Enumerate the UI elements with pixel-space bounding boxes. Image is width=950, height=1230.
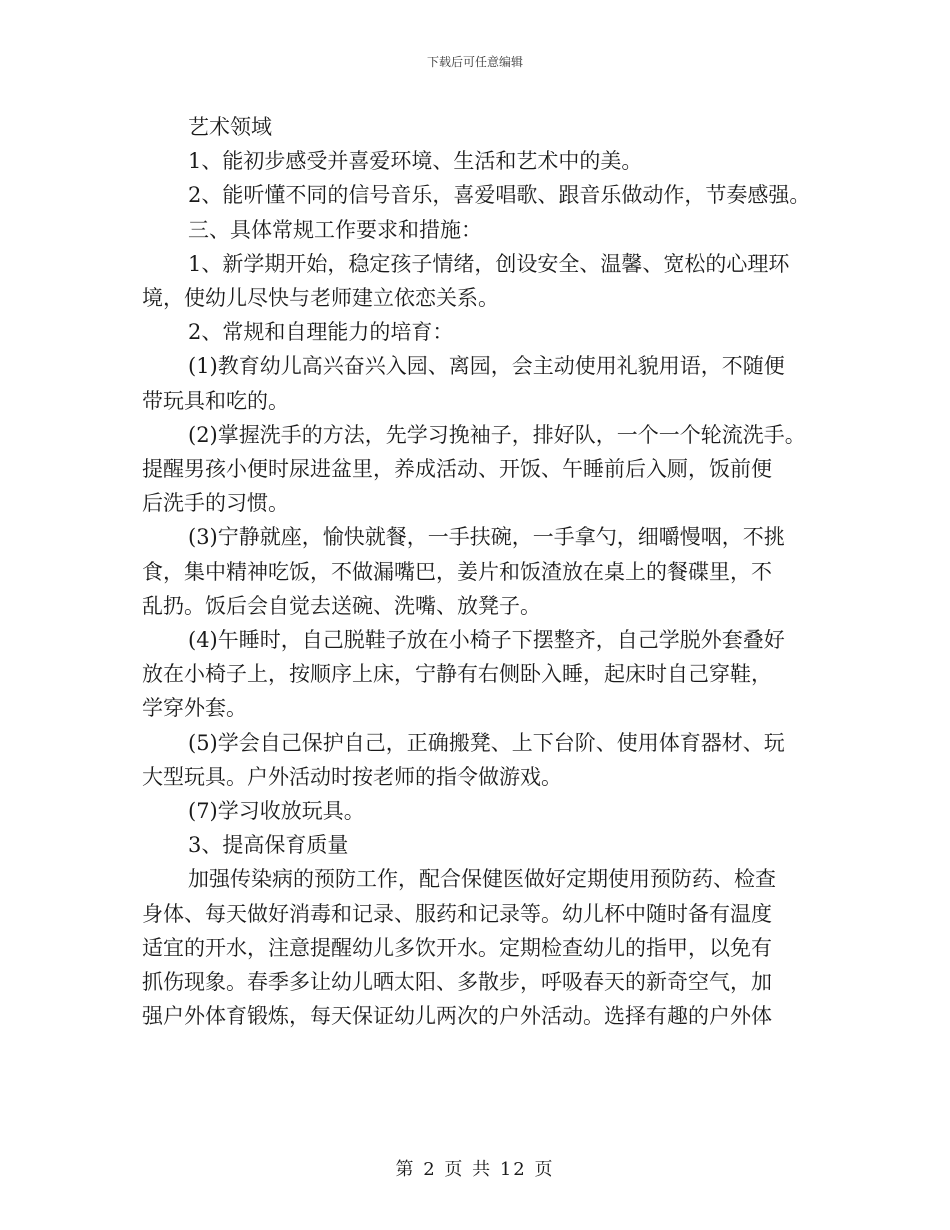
text-line: 抓伤现象。春季多让幼儿晒太阳、多散步，呼吸春天的新奇空气，加 xyxy=(142,970,772,995)
text-line: 身体、每天做好消毒和记录、服药和记录等。幼儿杯中随时备有温度 xyxy=(142,901,772,926)
text-line: (3)宁静就座，愉快就餐，一手扶碗，一手拿勺，细嚼慢咽，不挑 xyxy=(188,525,785,550)
text-line: 艺术领域 xyxy=(188,115,272,139)
paragraph xyxy=(142,862,822,1033)
text-line: 放在小椅子上，按顺序上床，宁静有右侧卧入睡，起床时自己穿鞋， xyxy=(142,662,772,687)
text-line: 1、新学期开始，稳定孩子情绪，创设安全、温馨、宽松的心理环 xyxy=(188,251,790,276)
text-line: 提醒男孩小便时尿进盆里，养成活动、开饭、午睡前后入厕，饭前便 xyxy=(142,457,772,482)
text-line: 适宜的开水，注意提醒幼儿多饮开水。定期检查幼儿的指甲，以免有 xyxy=(142,935,772,960)
text-line: 2、常规和自理能力的培育： xyxy=(188,320,454,345)
text-line: (2)掌握洗手的方法，先学习挽袖子，排好队，一个一个轮流洗手。 xyxy=(188,422,806,447)
text-line: 3、提高保育质量 xyxy=(188,833,349,858)
text-line: 带玩具和吃的。 xyxy=(142,388,289,413)
paragraph xyxy=(142,110,822,144)
text-line: 境，使幼儿尽快与老师建立依恋关系。 xyxy=(142,286,499,311)
paragraph xyxy=(142,247,822,315)
page-header: 下载后可任意编辑 xyxy=(426,55,523,69)
paragraph xyxy=(142,178,822,212)
text-line: (7)学习收放玩具。 xyxy=(188,799,365,824)
page-footer: 第 2 页 共 12 页 xyxy=(395,1159,555,1180)
paragraph xyxy=(142,520,822,623)
text-line: 食，集中精神吃饭，不做漏嘴巴，姜片和饭渣放在桌上的餐碟里，不 xyxy=(142,559,772,584)
paragraph xyxy=(142,418,822,521)
paragraph xyxy=(142,144,822,178)
text-line: 2、能听懂不同的信号音乐，喜爱唱歌、跟音乐做动作，节奏感强。 xyxy=(188,183,811,208)
paragraph xyxy=(142,315,822,349)
paragraph xyxy=(142,623,822,726)
text-line: 加强传染病的预防工作，配合保健医做好定期使用预防药、检查 xyxy=(188,867,776,892)
document-body xyxy=(142,110,822,1033)
text-line: (1)教育幼儿高兴奋兴入园、离园，会主动使用礼貌用语，不随便 xyxy=(188,354,785,379)
paragraph xyxy=(142,828,822,862)
paragraph xyxy=(142,349,822,417)
paragraph xyxy=(142,794,822,828)
text-line: (4)午睡时，自己脱鞋子放在小椅子下摆整齐，自己学脱外套叠好 xyxy=(188,628,785,653)
text-line: 1、能初步感受并喜爱环境、生活和艺术中的美。 xyxy=(188,149,643,174)
text-line: (5)学会自己保护自己，正确搬凳、上下台阶、使用体育器材、玩 xyxy=(188,730,785,755)
text-line: 后洗手的习惯。 xyxy=(142,491,289,516)
text-line: 三、具体常规工作要求和措施： xyxy=(188,217,482,242)
section-heading xyxy=(142,213,822,247)
text-line: 大型玩具。户外活动时按老师的指令做游戏。 xyxy=(142,764,562,789)
text-line: 乱扔。饭后会自觉去送碗、洗嘴、放凳子。 xyxy=(142,593,541,618)
text-line: 学穿外套。 xyxy=(142,696,247,721)
paragraph xyxy=(142,726,822,794)
text-line: 强户外体育锻炼，每天保证幼儿两次的户外活动。选择有趣的户外体 xyxy=(142,1004,772,1029)
